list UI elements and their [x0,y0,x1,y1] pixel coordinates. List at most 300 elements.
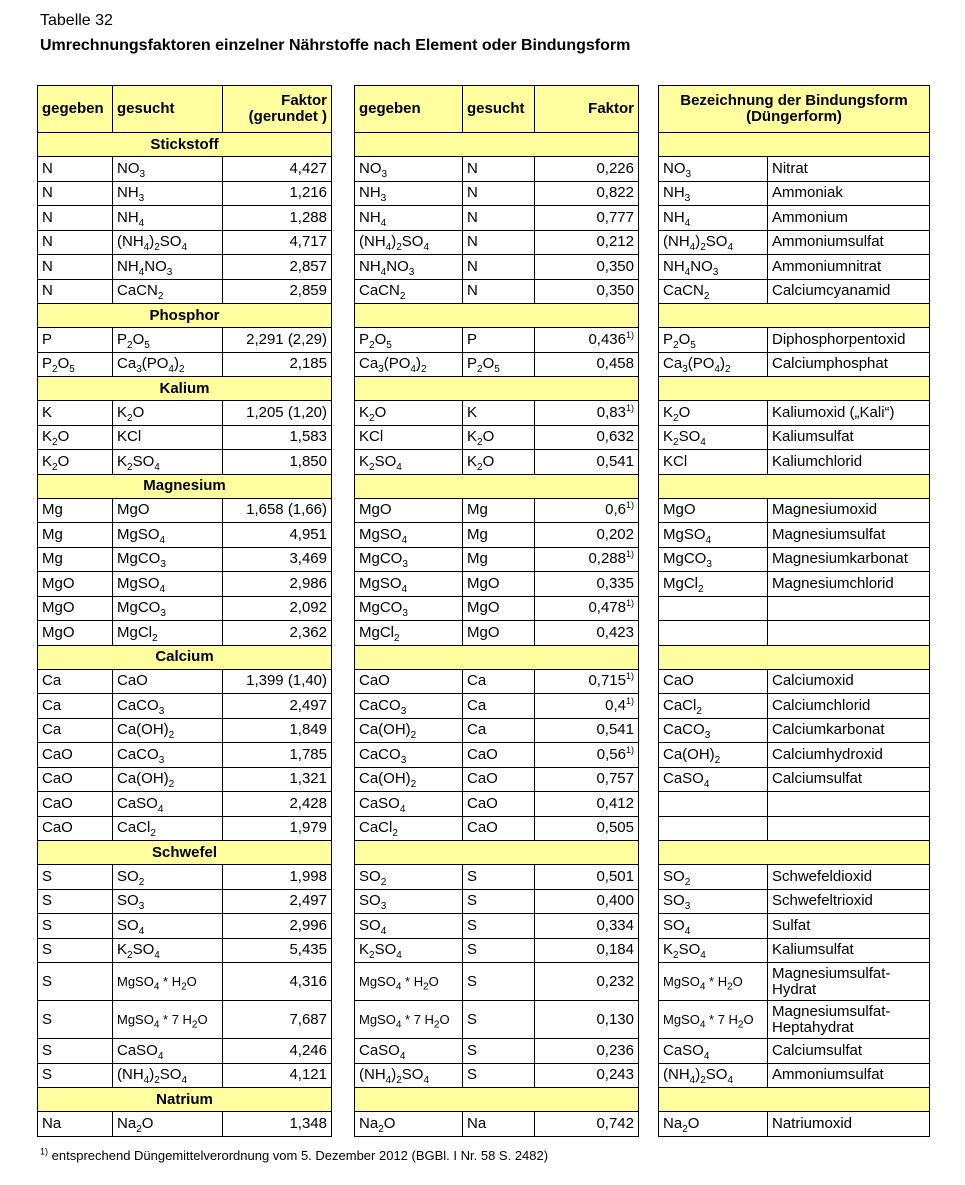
sought-cell: CaCO$_3$ [113,743,223,768]
compound-formula: $SO_2$ [659,865,768,890]
compound-row [659,792,930,817]
table-row [38,352,639,377]
compound-row [659,1112,930,1137]
given-cell: MgO [38,572,113,597]
compound-row [659,450,930,475]
compound-name: Calciumsulfat [768,1039,930,1064]
compound-formula: $NH_4$ [659,206,768,231]
sought-cell-reverse: MgO [463,572,535,597]
compound-row [659,255,930,280]
column-gap [332,279,355,304]
section-band [355,1088,639,1112]
factor-cell-reverse: 0,423 [535,621,639,646]
compound-name: Calciumcyanamid [768,279,930,304]
factor-cell: 2,857 [223,255,332,280]
compound-row [659,279,930,304]
factor-cell-reverse: 0,236 [535,1039,639,1064]
factor-cell: 2,497 [223,889,332,914]
column-gap [332,181,355,206]
header-gesucht-reverse: gesucht [463,86,535,133]
table-row [38,669,639,694]
given-cell: Na [38,1112,113,1137]
given-cell: N [38,181,113,206]
compound-formula: $(NH_4)_2SO_4$ [659,1063,768,1088]
compound-formula: MgCO$_3$ [659,547,768,572]
sought-cell: $SO_2$ [113,865,223,890]
compound-name-table [658,85,930,1137]
sought-cell-reverse: Mg [463,498,535,523]
given-cell-reverse: $NO_3$ [355,157,463,182]
sought-cell: $K_2O$ [113,401,223,426]
sought-cell: $P_2O_5$ [113,328,223,353]
column-gap [332,1039,355,1064]
compound-name: Magnesiumsulfat [768,523,930,548]
compound-formula [659,596,768,621]
table-row [38,1001,639,1039]
column-gap [332,1112,355,1137]
compound-name: Calciumoxid [768,669,930,694]
column-gap [332,792,355,817]
sought-cell-reverse: $K_2O$ [463,450,535,475]
factor-cell: 1,979 [223,816,332,841]
compound-row [659,1063,930,1088]
compound-row [659,889,930,914]
compound-formula: CaSO$_4$ [659,1039,768,1064]
given-cell: S [38,1039,113,1064]
compound-formula: $NO_3$ [659,157,768,182]
footnote-text: entsprechend Düngemittelverordnung vom 5. Dezember 2012 (BGBl. I Nr. 58 S. 2482) [51,1148,549,1163]
compound-name [768,792,930,817]
compound-name: Ammoniumsulfat [768,1063,930,1088]
factor-cell: 2,859 [223,279,332,304]
given-cell: N [38,230,113,255]
given-cell: K [38,401,113,426]
table-number: Tabelle 32 [40,12,113,29]
column-gap [332,304,355,328]
compound-row [659,914,930,939]
compound-row [659,328,930,353]
factor-cell-reverse: 0,288$^{1)}$ [535,547,639,572]
given-cell: Mg [38,547,113,572]
column-gap [332,865,355,890]
sought-cell-reverse: MgO [463,596,535,621]
factor-cell: 2,428 [223,792,332,817]
compound-formula: $SO_3$ [659,889,768,914]
section-row [38,1088,639,1112]
footnote [40,1148,548,1163]
column-gap [332,1088,355,1112]
given-cell: P [38,328,113,353]
compound-row [659,352,930,377]
sought-cell: $(NH_4)_2SO_4$ [113,1063,223,1088]
compound-name: Magnesiumchlorid [768,572,930,597]
sought-cell-reverse: K [463,401,535,426]
factor-cell-reverse: 0,6$^{1)}$ [535,498,639,523]
compound-row [659,963,930,1001]
given-cell-reverse: $SO_4$ [355,914,463,939]
given-cell: N [38,255,113,280]
table-row [38,181,639,206]
sought-cell-reverse: CaO [463,792,535,817]
section-band [355,474,639,498]
column-gap [332,816,355,841]
section-name: Phosphor [38,304,332,328]
section-band [355,645,639,669]
table-row [38,596,639,621]
sought-cell-reverse: CaO [463,743,535,768]
section-name: Kalium [38,377,332,401]
given-cell-reverse: $Ca_3(PO_4)_2$ [355,352,463,377]
column-gap [332,425,355,450]
factor-cell-reverse: 0,212 [535,230,639,255]
factor-cell-reverse: 0,83$^{1)}$ [535,401,639,426]
column-gap [332,523,355,548]
sought-cell-reverse: N [463,206,535,231]
compound-row [659,669,930,694]
given-cell-reverse: $K_2SO_4$ [355,450,463,475]
sought-cell-reverse: S [463,889,535,914]
compound-formula: $Ca(OH)_2$ [659,743,768,768]
factor-cell: 4,316 [223,963,332,1001]
given-cell-reverse: MgSO$_4$ * $H_2O$ [355,963,463,1001]
table-row [38,767,639,792]
header-bezeichnung: Bezeichnung der Bindungsform (Düngerform) [659,86,930,133]
sought-cell: $K_2SO_4$ [113,450,223,475]
factor-cell: 2,986 [223,572,332,597]
sought-cell-reverse: $K_2O$ [463,425,535,450]
compound-formula: MgSO$_4$ [659,523,768,548]
sought-cell: CaO [113,669,223,694]
given-cell-reverse: $SO_3$ [355,889,463,914]
compound-formula: $NH_3$ [659,181,768,206]
table-row [38,1039,639,1064]
factor-cell: 1,216 [223,181,332,206]
compound-formula: MgCl$_2$ [659,572,768,597]
compound-row [659,572,930,597]
table-row [38,230,639,255]
factor-cell-reverse: 0,505 [535,816,639,841]
compound-table-body [659,133,930,1137]
column-gap [332,377,355,401]
footnote-mark: 1) [40,1146,49,1157]
column-gap [332,206,355,231]
header-gesucht: gesucht [113,86,223,133]
footnote-mark: 1) [625,500,634,511]
table-row [38,157,639,182]
factor-cell: 1,658 (1,66) [223,498,332,523]
factor-cell-reverse: 0,458 [535,352,639,377]
section-band [659,1088,930,1112]
column-gap [332,1063,355,1088]
column-gap [332,743,355,768]
given-cell: $K_2O$ [38,425,113,450]
factor-cell-reverse: 0,742 [535,1112,639,1137]
compound-name: Schwefeldioxid [768,865,930,890]
factor-cell: 4,951 [223,523,332,548]
compound-formula: MgO [659,498,768,523]
section-band [659,377,930,401]
table-title: Umrechnungsfaktoren einzelner Nährstoffe nach Element oder Bindungsform [40,37,631,54]
conversion-factor-table [37,85,639,1137]
compound-row [659,498,930,523]
factor-cell: 4,427 [223,157,332,182]
compound-name: Sulfat [768,914,930,939]
footnote-mark: 1) [625,329,634,340]
column-gap [332,767,355,792]
given-cell-reverse: CaSO$_4$ [355,792,463,817]
column-gap [332,328,355,353]
conversion-table-body [38,133,639,1137]
compound-name: Ammoniumnitrat [768,255,930,280]
compound-formula: $(NH_4)_2SO_4$ [659,230,768,255]
table-row [38,792,639,817]
compound-name [768,816,930,841]
compound-name: Ammoniak [768,181,930,206]
sought-cell-reverse: N [463,230,535,255]
given-cell-reverse: $K_2SO_4$ [355,938,463,963]
compound-name: Kaliumsulfat [768,938,930,963]
given-cell-reverse: $P_2O_5$ [355,328,463,353]
given-cell: Mg [38,498,113,523]
section-row [38,304,639,328]
column-gap [332,1001,355,1039]
footnote-mark: 1) [625,744,634,755]
given-cell: $K_2O$ [38,450,113,475]
compound-row [659,181,930,206]
section-band [659,841,930,865]
section-name: Natrium [38,1088,332,1112]
sought-cell: CaSO$_4$ [113,792,223,817]
sought-cell: $Ca(OH)_2$ [113,718,223,743]
compound-row [659,523,930,548]
footnote-mark: 1) [625,402,634,413]
given-cell: CaO [38,816,113,841]
compound-row [659,206,930,231]
sought-cell-reverse: Ca [463,718,535,743]
sought-cell-reverse: S [463,914,535,939]
compound-name: Magnesiumsulfat-Heptahydrat [768,1001,930,1039]
table-row [38,621,639,646]
sought-cell-reverse: N [463,279,535,304]
compound-name: Calciumkarbonat [768,718,930,743]
header-gegeben: gegeben [38,86,113,133]
given-cell-reverse: MgSO$_4$ * 7 $H_2O$ [355,1001,463,1039]
section-name: Stickstoff [38,133,332,157]
section-row [659,1088,930,1112]
sought-cell: $NH_4$ [113,206,223,231]
sought-cell-reverse: CaO [463,767,535,792]
factor-cell-reverse: 0,226 [535,157,639,182]
sought-cell: MgSO$_4$ * 7 $H_2O$ [113,1001,223,1039]
footnote-mark: 1) [625,598,634,609]
table-row [38,523,639,548]
section-name: Schwefel [38,841,332,865]
factor-cell-reverse: 0,541 [535,450,639,475]
table-row [38,865,639,890]
compound-row [659,694,930,719]
factor-cell-reverse: 0,56$^{1)}$ [535,743,639,768]
compound-row [659,1039,930,1064]
compound-row [659,230,930,255]
given-cell-reverse: MgSO$_4$ [355,523,463,548]
sought-cell: $(NH_4)_2SO_4$ [113,230,223,255]
compound-formula: $Na_2O$ [659,1112,768,1137]
factor-cell: 3,469 [223,547,332,572]
given-cell-reverse: $NH_4NO_3$ [355,255,463,280]
header-faktor-reverse: Faktor [535,86,639,133]
factor-cell: 1,849 [223,718,332,743]
given-cell: Ca [38,694,113,719]
column-gap [332,694,355,719]
header-faktor-gerundet: Faktor (gerundet ) [223,86,332,133]
section-band [355,304,639,328]
factor-cell-reverse: 0,501 [535,865,639,890]
section-row [38,377,639,401]
factor-cell-reverse: 0,243 [535,1063,639,1088]
given-cell-reverse: CaCN$_2$ [355,279,463,304]
compound-name: Kaliumchlorid [768,450,930,475]
compound-row [659,425,930,450]
compound-formula: CaO [659,669,768,694]
factor-cell-reverse: 0,777 [535,206,639,231]
compound-name: Schwefeltrioxid [768,889,930,914]
given-cell: S [38,865,113,890]
factor-cell: 7,687 [223,1001,332,1039]
factor-cell-reverse: 0,822 [535,181,639,206]
sought-cell-reverse: Na [463,1112,535,1137]
column-gap [332,645,355,669]
column-gap [332,841,355,865]
compound-formula: CaSO$_4$ [659,767,768,792]
column-gap [332,157,355,182]
factor-cell-reverse: 0,202 [535,523,639,548]
compound-row [659,401,930,426]
compound-name: Diphosphorpentoxid [768,328,930,353]
compound-row [659,865,930,890]
section-name: Magnesium [38,474,332,498]
section-name: Calcium [38,645,332,669]
compound-formula: $P_2O_5$ [659,328,768,353]
given-cell: S [38,889,113,914]
sought-cell-reverse: Mg [463,523,535,548]
compound-name [768,596,930,621]
compound-formula: CaCO$_3$ [659,718,768,743]
given-cell: CaO [38,743,113,768]
factor-cell-reverse: 0,184 [535,938,639,963]
table-row [38,206,639,231]
given-cell-reverse: $(NH_4)_2SO_4$ [355,1063,463,1088]
sought-cell: MgCl$_2$ [113,621,223,646]
factor-cell: 5,435 [223,938,332,963]
column-gap [332,86,355,133]
sought-cell-reverse: S [463,1063,535,1088]
compound-name: Ammoniumsulfat [768,230,930,255]
factor-cell: 2,362 [223,621,332,646]
column-gap [332,352,355,377]
table-row [38,572,639,597]
compound-row [659,547,930,572]
table-row [38,279,639,304]
sought-cell: CaSO$_4$ [113,1039,223,1064]
compound-name [768,621,930,646]
compound-name: Calciumhydroxid [768,743,930,768]
sought-cell: MgCO$_3$ [113,596,223,621]
given-cell: CaO [38,767,113,792]
table-row [38,718,639,743]
table-row [38,816,639,841]
factor-cell: 1,583 [223,425,332,450]
given-cell-reverse: CaCl$_2$ [355,816,463,841]
given-cell: Mg [38,523,113,548]
header-gegeben-reverse: gegeben [355,86,463,133]
compound-name: Magnesiumkarbonat [768,547,930,572]
compound-row [659,718,930,743]
factor-cell: 2,291 (2,29) [223,328,332,353]
factor-cell-reverse: 0,715$^{1)}$ [535,669,639,694]
footnote-mark: 1) [625,671,634,682]
compound-formula: $NH_4NO_3$ [659,255,768,280]
given-cell-reverse: $SO_2$ [355,865,463,890]
given-cell-reverse: $Ca(OH)_2$ [355,767,463,792]
footnote-mark: 1) [625,549,634,560]
sought-cell-reverse: S [463,938,535,963]
factor-cell-reverse: 0,757 [535,767,639,792]
sought-cell-reverse: N [463,255,535,280]
given-cell-reverse: $Na_2O$ [355,1112,463,1137]
table-row [38,498,639,523]
sought-cell: $K_2SO_4$ [113,938,223,963]
compound-row [659,767,930,792]
compound-name: Nitrat [768,157,930,182]
sought-cell-reverse: Mg [463,547,535,572]
sought-cell: MgSO$_4$ [113,572,223,597]
section-band [659,645,930,669]
compound-formula: CaCl$_2$ [659,694,768,719]
sought-cell-reverse: Ca [463,694,535,719]
given-cell-reverse: $NH_3$ [355,181,463,206]
column-gap [332,669,355,694]
footnote-mark: 1) [625,695,634,706]
column-gap [332,498,355,523]
section-row [659,304,930,328]
section-band [659,304,930,328]
given-cell-reverse: CaCO$_3$ [355,694,463,719]
compound-name: Kaliumoxid („Kali“) [768,401,930,426]
sought-cell: $NH_3$ [113,181,223,206]
table-row [38,450,639,475]
sought-cell-reverse: $P_2O_5$ [463,352,535,377]
sought-cell-reverse: S [463,865,535,890]
factor-cell: 2,996 [223,914,332,939]
factor-cell: 1,785 [223,743,332,768]
factor-cell: 1,998 [223,865,332,890]
sought-cell: $SO_3$ [113,889,223,914]
compound-name: Magnesiumoxid [768,498,930,523]
compound-row [659,743,930,768]
given-cell: S [38,914,113,939]
sought-cell: CaCO$_3$ [113,694,223,719]
given-cell-reverse: $Ca(OH)_2$ [355,718,463,743]
sought-cell-reverse: S [463,1001,535,1039]
table-row [38,401,639,426]
factor-cell: 4,717 [223,230,332,255]
section-row [38,474,639,498]
sought-cell: MgSO$_4$ * $H_2O$ [113,963,223,1001]
sought-cell: $SO_4$ [113,914,223,939]
compound-formula: $SO_4$ [659,914,768,939]
compound-row [659,157,930,182]
column-gap [332,621,355,646]
